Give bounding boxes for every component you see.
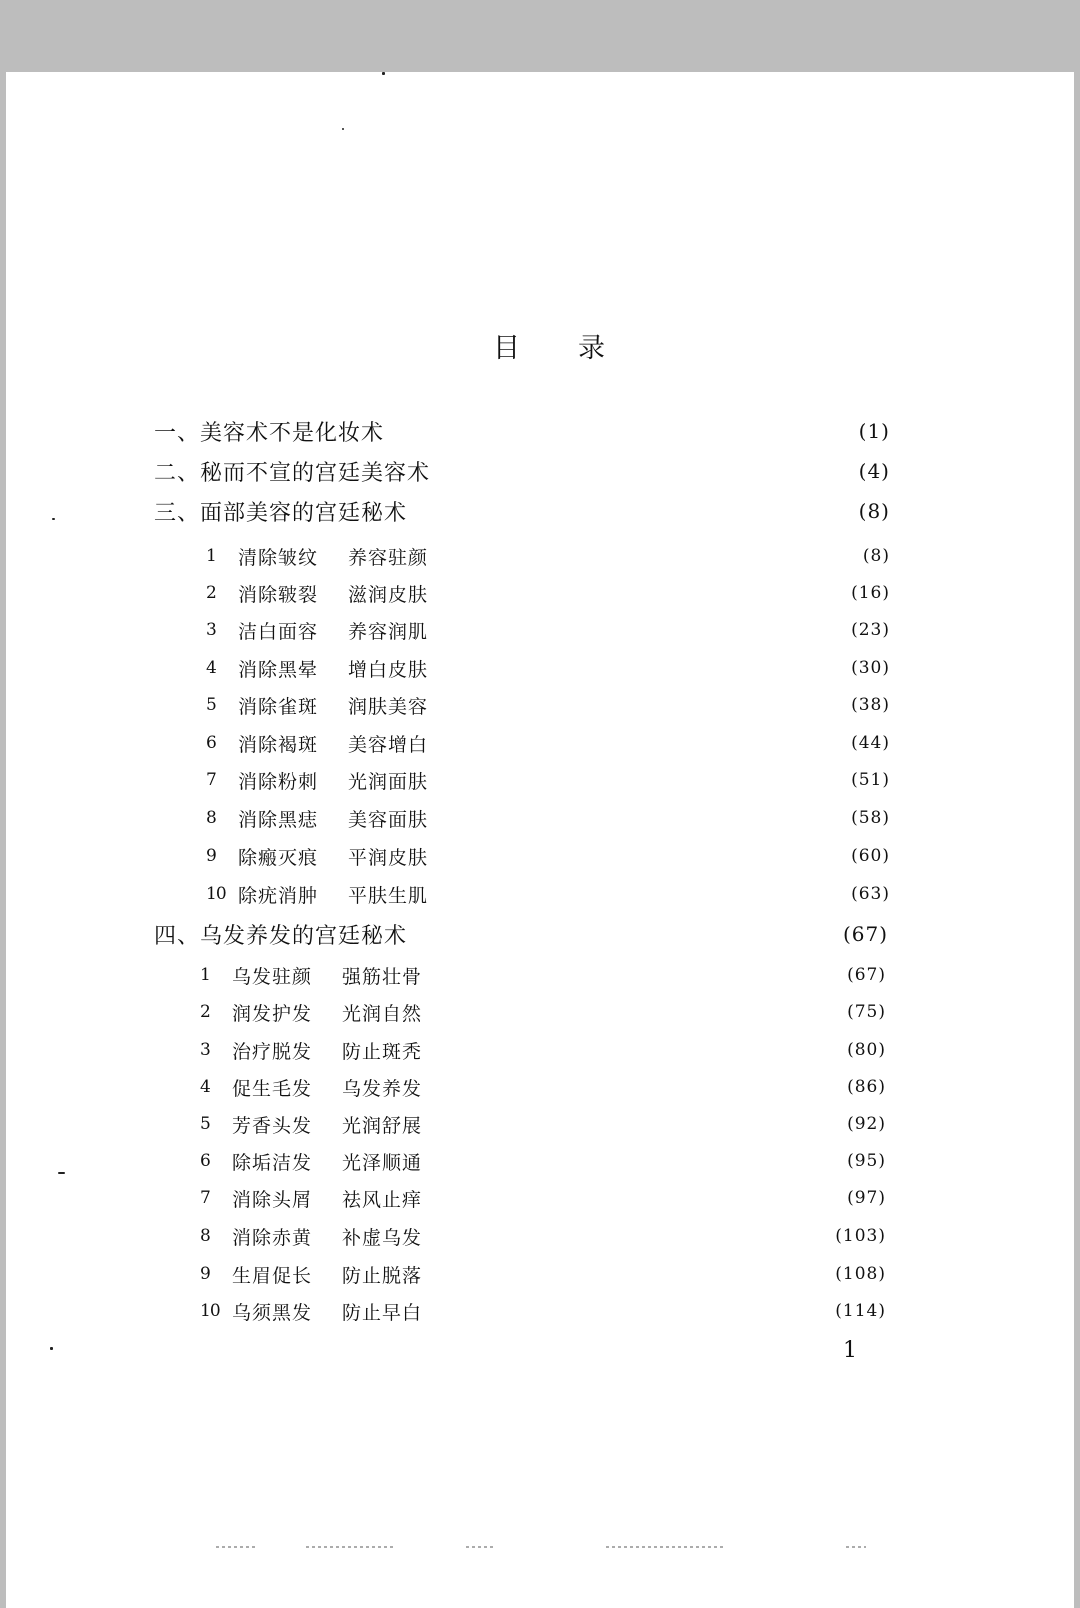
toc-item-row[interactable] — [0, 1069, 1080, 1105]
toc-item-title-b: 防止脱落 — [342, 1264, 423, 1287]
toc-page-number: (58) — [851, 808, 890, 828]
toc-page-number: (23) — [851, 620, 890, 640]
toc-page-number: (30) — [851, 658, 890, 678]
toc-item-number: 2 — [206, 583, 217, 603]
toc-item-title-a: 消除皲裂 — [238, 583, 319, 606]
toc-item-title-b: 光润自然 — [342, 1002, 423, 1025]
toc-section-title: 二、秘而不宣的宫廷美容术 — [154, 460, 431, 486]
toc-item-title-a: 消除褐斑 — [238, 733, 319, 756]
toc-item-row[interactable] — [0, 1143, 1080, 1179]
toc-item-title-a: 治疗脱发 — [232, 1040, 313, 1063]
toc-item-row[interactable] — [0, 612, 1080, 648]
toc-item-title-b: 增白皮肤 — [348, 658, 429, 681]
toc-page-number: (1) — [858, 419, 890, 443]
dot-leader — [434, 762, 845, 798]
toc-item-title-a: 消除黑痣 — [238, 808, 319, 831]
toc-item-title-a: 芳香头发 — [232, 1114, 313, 1137]
toc-page-number: (67) — [842, 922, 888, 946]
toc-item-title-a: 生眉促长 — [232, 1264, 313, 1287]
toc-item-number: 7 — [206, 770, 217, 790]
title-char-right: 录 — [578, 333, 607, 364]
toc-item-number: 8 — [206, 808, 217, 828]
toc-item-title-b: 防止早白 — [342, 1301, 423, 1324]
toc-page-number: (60) — [851, 846, 890, 866]
toc-item-number: 1 — [200, 965, 211, 985]
toc-item-title-b: 光润面肤 — [348, 770, 429, 793]
toc-item-title-b: 乌发养发 — [342, 1077, 423, 1100]
toc-item-number: 8 — [200, 1226, 211, 1246]
dot-leader — [434, 687, 845, 723]
toc-item-row[interactable] — [0, 1032, 1080, 1068]
dot-leader — [434, 612, 845, 648]
toc-item-row[interactable] — [0, 762, 1080, 798]
dot-leader — [428, 1256, 829, 1292]
toc-page-number: (8) — [862, 546, 890, 566]
dot-leader — [428, 957, 841, 993]
toc-item-row[interactable] — [0, 876, 1080, 912]
toc-item-number: 5 — [206, 695, 217, 715]
toc-item-title-b: 平润皮肤 — [348, 846, 429, 869]
toc-item-title-a: 消除赤黄 — [232, 1226, 313, 1249]
toc-item-title-a: 消除黑晕 — [238, 658, 319, 681]
scan-speck — [382, 72, 385, 75]
toc-section-title: 三、面部美容的宫廷秘术 — [154, 500, 408, 526]
toc-item-number: 4 — [206, 658, 217, 678]
toc-item-number: 6 — [206, 733, 217, 753]
toc-item-title-b: 光泽顺通 — [342, 1151, 423, 1174]
viewer-top-bar — [0, 0, 1080, 72]
toc-item-title-b: 养容驻颜 — [348, 546, 429, 569]
toc-item-title-a: 促生毛发 — [232, 1077, 313, 1100]
toc-section-row[interactable] — [0, 493, 1080, 529]
toc-page-number: (4) — [858, 459, 890, 483]
toc-page-number: (95) — [847, 1151, 886, 1171]
toc-page-number: (97) — [847, 1188, 886, 1208]
toc-item-title-b: 美容增白 — [348, 733, 429, 756]
toc-item-title-a: 洁白面容 — [238, 620, 319, 643]
dot-leader — [428, 1069, 841, 1105]
toc-item-number: 9 — [200, 1264, 211, 1284]
toc-item-row[interactable] — [0, 957, 1080, 993]
dot-leader — [428, 1218, 829, 1254]
scan-noise — [216, 1546, 256, 1548]
page-number-footer: 1 — [843, 1338, 857, 1363]
toc-page-number: (67) — [847, 965, 886, 985]
toc-item-number: 3 — [200, 1040, 211, 1060]
toc-item-title-a: 清除皱纹 — [238, 546, 319, 569]
toc-item-number: 10 — [206, 884, 226, 904]
toc-page-number: (103) — [835, 1226, 886, 1246]
toc-item-title-a: 除疣消肿 — [238, 884, 319, 907]
dot-leader — [428, 1106, 841, 1142]
page-title — [440, 326, 660, 365]
dot-leader — [434, 800, 845, 836]
scan-speck — [342, 128, 344, 130]
toc-item-row[interactable] — [0, 838, 1080, 874]
toc-item-number: 7 — [200, 1188, 211, 1208]
toc-item-row[interactable] — [0, 575, 1080, 611]
dot-leader — [428, 1032, 841, 1068]
toc-item-number: 3 — [206, 620, 217, 640]
toc-item-row[interactable] — [0, 687, 1080, 723]
toc-item-number: 4 — [200, 1077, 211, 1097]
scan-speck — [50, 1347, 53, 1350]
toc-page-number: (92) — [847, 1114, 886, 1134]
dot-leader — [428, 994, 841, 1030]
toc-page-number: (63) — [851, 884, 890, 904]
toc-item-number: 5 — [200, 1114, 211, 1134]
dot-leader — [434, 538, 857, 574]
toc-section-title: 一、美容术不是化妆术 — [154, 420, 385, 446]
toc-item-title-b: 滋润皮肤 — [348, 583, 429, 606]
toc-item-row[interactable] — [0, 800, 1080, 836]
toc-item-title-a: 消除粉刺 — [238, 770, 319, 793]
toc-item-row[interactable] — [0, 1256, 1080, 1292]
toc-item-row[interactable] — [0, 1106, 1080, 1142]
dot-leader — [428, 1293, 829, 1329]
scan-noise — [306, 1546, 396, 1548]
dot-leader — [390, 413, 853, 449]
toc-item-row[interactable] — [0, 1293, 1080, 1329]
toc-item-number: 10 — [200, 1301, 220, 1321]
dot-leader — [434, 838, 845, 874]
toc-page-number: (16) — [851, 583, 890, 603]
scan-noise — [606, 1546, 726, 1548]
title-char-left: 目 — [493, 333, 522, 364]
toc-item-title-b: 养容润肌 — [348, 620, 429, 643]
toc-item-row[interactable] — [0, 1180, 1080, 1216]
toc-page-number: (75) — [847, 1002, 886, 1022]
toc-item-title-a: 除垢洁发 — [232, 1151, 313, 1174]
dot-leader — [434, 876, 845, 912]
toc-page-number: (108) — [835, 1264, 886, 1284]
dot-leader — [436, 453, 853, 489]
toc-section-title: 四、乌发养发的宫廷秘术 — [154, 923, 408, 949]
toc-item-number: 1 — [206, 546, 217, 566]
toc-section-row[interactable] — [0, 916, 1080, 952]
toc-item-title-b: 祛风止痒 — [342, 1188, 423, 1211]
toc-item-title-a: 消除头屑 — [232, 1188, 313, 1211]
toc-item-title-b: 强筋壮骨 — [342, 965, 423, 988]
toc-item-title-a: 消除雀斑 — [238, 695, 319, 718]
scan-noise — [466, 1546, 496, 1548]
toc-item-title-a: 乌须黑发 — [232, 1301, 313, 1324]
toc-section-row[interactable] — [0, 453, 1080, 489]
toc-section-row[interactable] — [0, 413, 1080, 449]
toc-item-row[interactable] — [0, 538, 1080, 574]
toc-page-number: (8) — [858, 499, 890, 523]
toc-page-number: (44) — [851, 733, 890, 753]
toc-page-number: (51) — [851, 770, 890, 790]
dot-leader — [428, 1180, 841, 1216]
dot-leader — [413, 493, 853, 529]
dot-leader — [434, 725, 845, 761]
dot-leader — [428, 1143, 841, 1179]
toc-item-number: 2 — [200, 1002, 211, 1022]
toc-item-title-b: 润肤美容 — [348, 695, 429, 718]
toc-item-title-b: 光润舒展 — [342, 1114, 423, 1137]
toc-item-title-b: 美容面肤 — [348, 808, 429, 831]
toc-item-title-a: 润发护发 — [232, 1002, 313, 1025]
toc-item-title-b: 平肤生肌 — [348, 884, 429, 907]
dot-leader — [413, 916, 837, 952]
toc-item-title-a: 乌发驻颜 — [232, 965, 313, 988]
dot-leader — [434, 575, 845, 611]
toc-page-number: (38) — [851, 695, 890, 715]
toc-page-number: (86) — [847, 1077, 886, 1097]
toc-item-number: 9 — [206, 846, 217, 866]
toc-item-row[interactable] — [0, 1218, 1080, 1254]
toc-item-number: 6 — [200, 1151, 211, 1171]
scan-noise — [846, 1546, 866, 1548]
toc-item-title-a: 除瘢灭痕 — [238, 846, 319, 869]
toc-page-number: (80) — [847, 1040, 886, 1060]
dot-leader — [434, 650, 845, 686]
toc-item-row[interactable] — [0, 725, 1080, 761]
toc-item-title-b: 补虚乌发 — [342, 1226, 423, 1249]
toc-item-row[interactable] — [0, 650, 1080, 686]
toc-item-title-b: 防止斑秃 — [342, 1040, 423, 1063]
toc-page-number: (114) — [835, 1301, 886, 1321]
toc-item-row[interactable] — [0, 994, 1080, 1030]
